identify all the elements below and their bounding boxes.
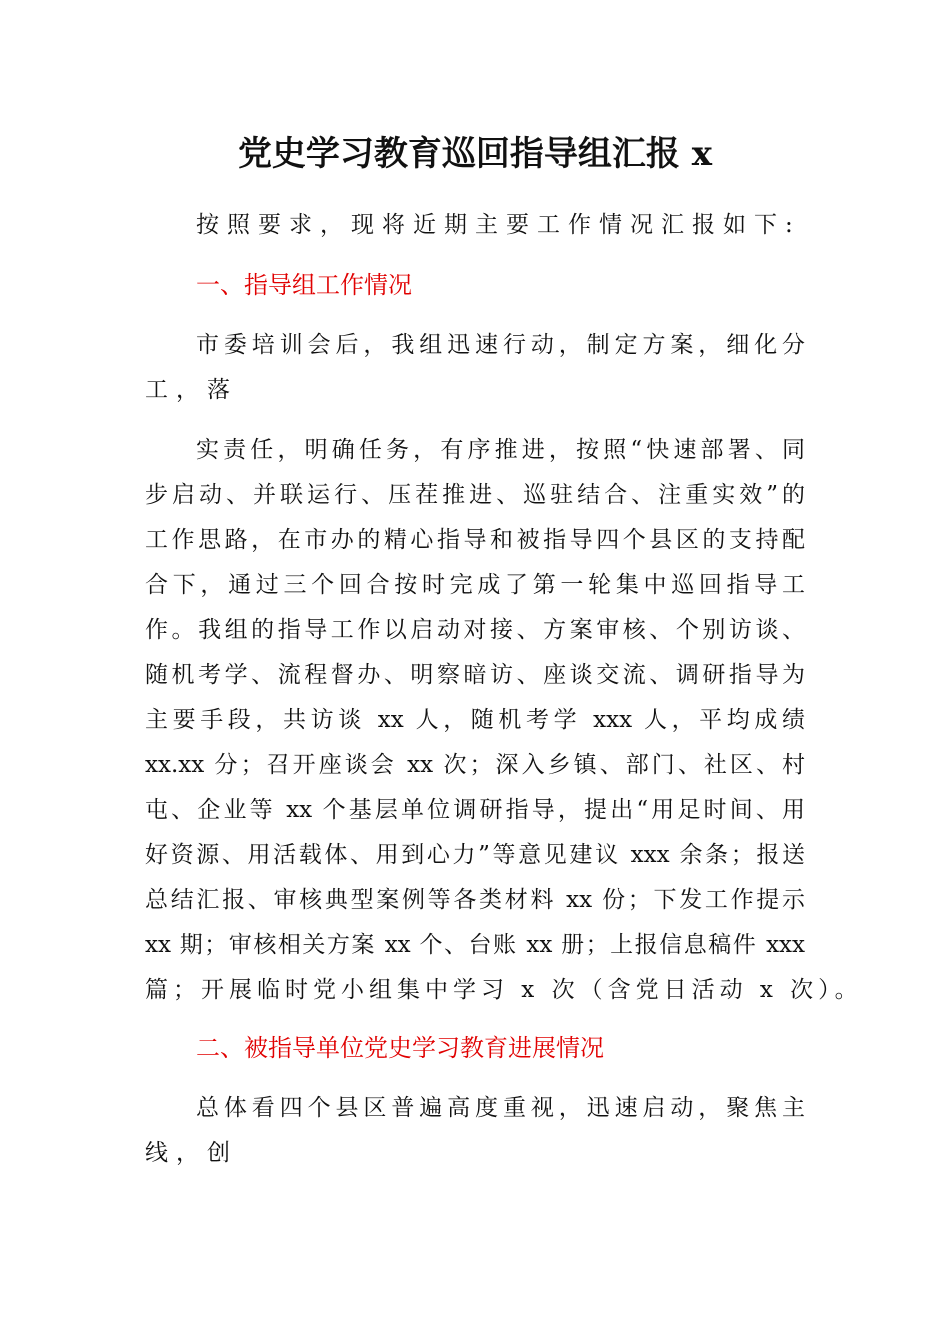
paragraph-line: 作。我组的指导工作以启动对接、方案审核、个别访谈、 [145, 617, 805, 643]
paragraph-line: 主要手段，共访谈 xx 人，随机考学 xxx 人，平均成绩 [145, 707, 805, 733]
paragraph-line: 总体看四个县区普遍高度重视，迅速启动，聚焦主 [196, 1095, 805, 1121]
intro-paragraph: 按照要求，现将近期主要工作情况汇报如下: [196, 212, 801, 238]
document-title: 党史学习教育巡回指导组汇报 x [237, 134, 713, 174]
paragraph-line: 随机考学、流程督办、明察暗访、座谈交流、调研指导为 [145, 662, 805, 688]
paragraph-line: 合下，通过三个回合按时完成了第一轮集中巡回指导工 [145, 572, 805, 598]
paragraph-line: 市委培训会后，我组迅速行动，制定方案，细化分 [196, 332, 805, 358]
paragraph-line: 屯、企业等 xx 个基层单位调研指导，提出“用足时间、用 [145, 797, 805, 823]
section-1-heading: 一、指导组工作情况 [196, 271, 412, 299]
paragraph-line: 工，落 [145, 377, 238, 403]
section-2-heading: 二、被指导单位党史学习教育进展情况 [196, 1034, 604, 1062]
paragraph-line: 篇；开展临时党小组集中学习 x 次（含党日活动 x 次）。 [145, 977, 863, 1003]
paragraph-line: 工作思路，在市办的精心指导和被指导四个县区的支持配 [145, 527, 805, 553]
paragraph-line: 实责任，明确任务，有序推进，按照“快速部署、同 [196, 437, 805, 463]
paragraph-line: xx 期；审核相关方案 xx 个、台账 xx 册；上报信息稿件 xxx [145, 932, 805, 958]
paragraph-line: 总结汇报、审核典型案例等各类材料 xx 份；下发工作提示 [145, 887, 805, 913]
paragraph-line: 好资源、用活载体、用到心力”等意见建议 xxx 余条；报送 [145, 842, 805, 868]
paragraph-line: 步启动、并联运行、压茬推进、巡驻结合、注重实效”的 [145, 482, 805, 508]
paragraph-line: 线，创 [145, 1140, 238, 1166]
paragraph-line: xx.xx 分；召开座谈会 xx 次；深入乡镇、部门、社区、村 [145, 752, 805, 778]
